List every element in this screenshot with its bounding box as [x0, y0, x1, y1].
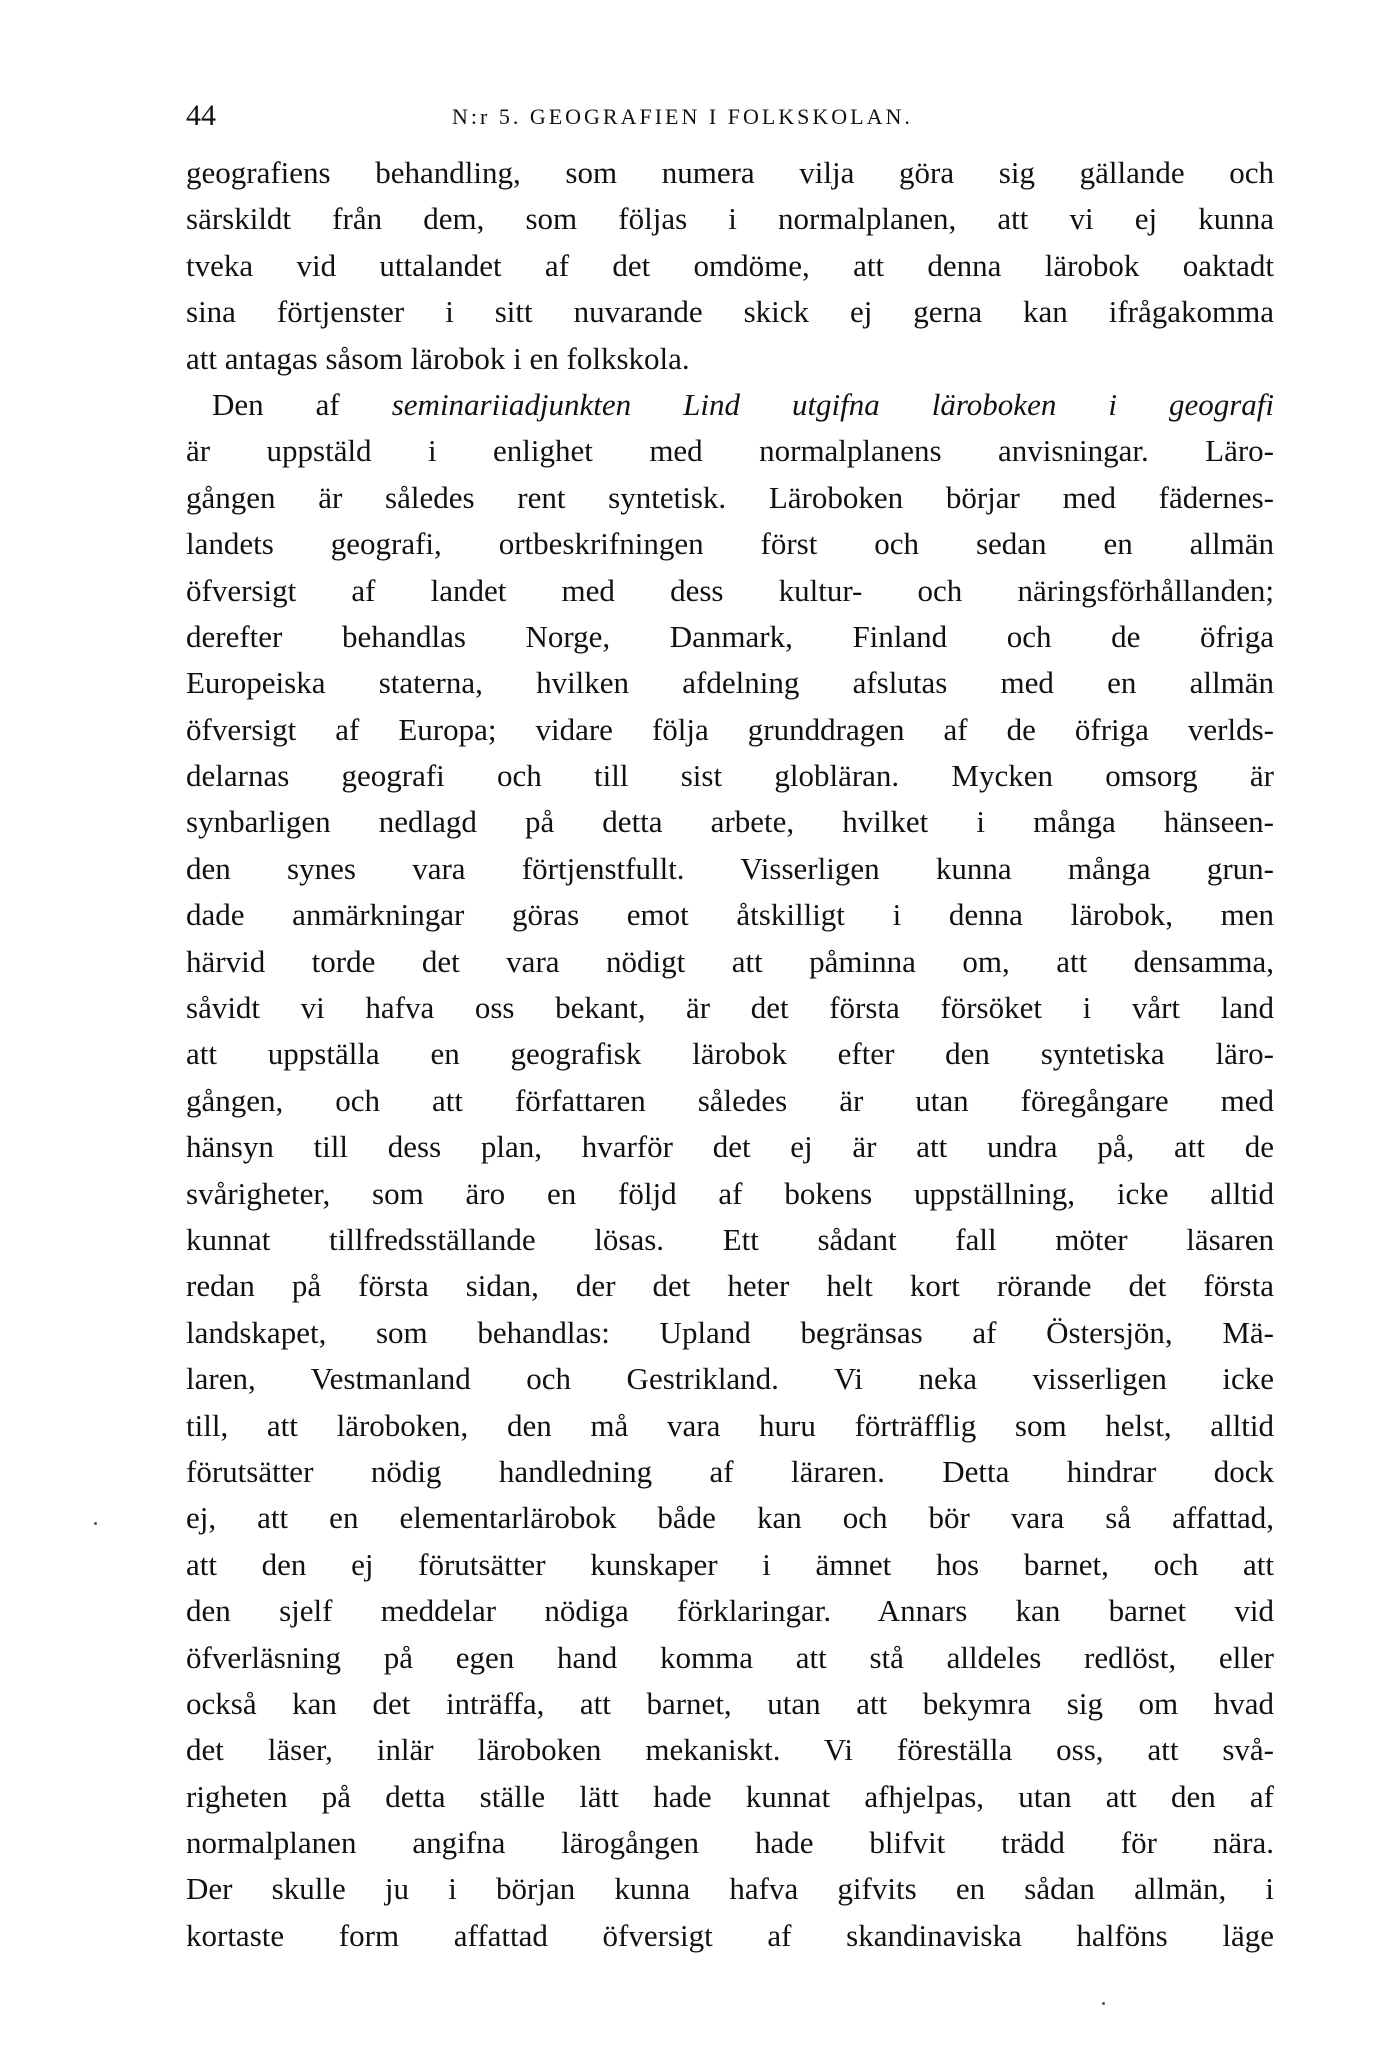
- text-line: landskapet, som behandlas: Upland begränsas af Östersjön, Mä-: [186, 1314, 1274, 1350]
- text-line: Europeiska staterna, hvilken afdelning afslutas med en allmän: [186, 665, 1274, 701]
- running-title: N:r 5. GEOGRAFIEN I FOLKSKOLAN.: [452, 104, 913, 129]
- paragraph-opening-line: [186, 382, 1274, 428]
- italic-title-run: seminariiadjunkten Lind utgifna läroboken i geografi: [391, 386, 1274, 422]
- text-line: tveka vid uttalandet af det omdöme, att denna lärobok oaktadt: [186, 247, 1274, 283]
- page-number: 44: [186, 99, 216, 132]
- text-line: delarnas geografi och till sist globläran. Mycken omsorg är: [186, 758, 1274, 794]
- text-line: geografiens behandling, som numera vilja göra sig gällande och: [186, 155, 1274, 190]
- text-line: hänsyn till dess plan, hvarför det ej är att undra på, att de: [186, 1129, 1274, 1165]
- text-line: landets geografi, ortbeskrifningen först och sedan en allmän: [186, 526, 1274, 562]
- text-line: gången, och att författaren således är utan föregångare med: [186, 1082, 1274, 1118]
- text-line: kunnat tillfredsställande lösas. Ett sådant fall möter läsaren: [186, 1221, 1274, 1257]
- text-line: kortaste form affattad öfversigt af skandinaviska halföns läge: [186, 1917, 1274, 1953]
- text-line: redan på första sidan, der det heter helt kort rörande det första: [186, 1268, 1274, 1304]
- text-line: ej, att en elementarlärobok både kan och bör vara så affattad,: [186, 1500, 1274, 1536]
- text-line: dade anmärkningar göras emot åtskilligt i denna lärobok, men: [186, 897, 1274, 933]
- text-line: den synes vara förtjenstfullt. Visserligen kunna många grun-: [186, 850, 1274, 886]
- text-line: den sjelf meddelar nödiga förklaringar. Annars kan barnet vid: [186, 1593, 1274, 1629]
- text-line: är uppstäld i enlighet med normalplanens anvisningar. Läro-: [186, 433, 1274, 469]
- print-speck: [94, 1522, 97, 1525]
- paragraph-2: [186, 382, 1274, 1959]
- text-line: öfversigt af Europa; vidare följa grunddragen af de öfriga verlds-: [186, 711, 1274, 747]
- text-line: svårigheter, som äro en följd af bokens uppställning, icke alltid: [186, 1175, 1274, 1211]
- body-text: [186, 150, 1274, 1959]
- text-line: såvidt vi hafva oss bekant, är det första försöket i vårt land: [186, 990, 1274, 1026]
- text-line: öfversigt af landet med dess kultur- och näringsförhållanden;: [186, 572, 1274, 608]
- text-line: gången är således rent syntetisk. Läroboken börjar med fädernes-: [186, 479, 1274, 515]
- text-line: förutsätter nödig handledning af läraren. Detta hindrar dock: [186, 1453, 1274, 1489]
- text-line: särskildt från dem, som följas i normalplanen, att vi ej kunna: [186, 201, 1274, 237]
- text-line: också kan det inträffa, att barnet, utan att bekymra sig om hvad: [186, 1685, 1274, 1721]
- text-line: derefter behandlas Norge, Danmark, Finland och de öfriga: [186, 618, 1274, 654]
- text-run: Den af: [212, 386, 392, 422]
- text-line: normalplanen angifna lärogången hade blifvit trädd för nära.: [186, 1825, 1274, 1861]
- text-line: till, att läroboken, den må vara huru förträfflig som helst, alltid: [186, 1407, 1274, 1443]
- running-head: [186, 96, 1280, 136]
- text-line: det läser, inlär läroboken mekaniskt. Vi föreställa oss, att svå-: [186, 1732, 1274, 1768]
- text-line: att den ej förutsätter kunskaper i ämnet hos barnet, och att: [186, 1546, 1274, 1582]
- text-line: härvid torde det vara nödigt att påminna om, att densamma,: [186, 943, 1274, 979]
- text-line: att antagas såsom lärobok i en folkskola.: [186, 340, 690, 376]
- text-line: laren, Vestmanland och Gestrikland. Vi neka visserligen icke: [186, 1361, 1274, 1397]
- paragraph-1: [186, 150, 1274, 382]
- print-speck: [1102, 2002, 1105, 2005]
- text-line: sina förtjenster i sitt nuvarande skick ej gerna kan ifrågakomma: [186, 294, 1274, 330]
- text-line: öfverläsning på egen hand komma att stå alldeles redlöst, eller: [186, 1639, 1274, 1675]
- text-line: synbarligen nedlagd på detta arbete, hvilket i många hänseen-: [186, 804, 1274, 840]
- text-line: att uppställa en geografisk lärobok efter den syntetiska läro-: [186, 1036, 1274, 1072]
- text-line: righeten på detta ställe lätt hade kunnat afhjelpas, utan att den af: [186, 1778, 1274, 1814]
- text-line: Der skulle ju i början kunna hafva gifvits en sådan allmän, i: [186, 1871, 1274, 1907]
